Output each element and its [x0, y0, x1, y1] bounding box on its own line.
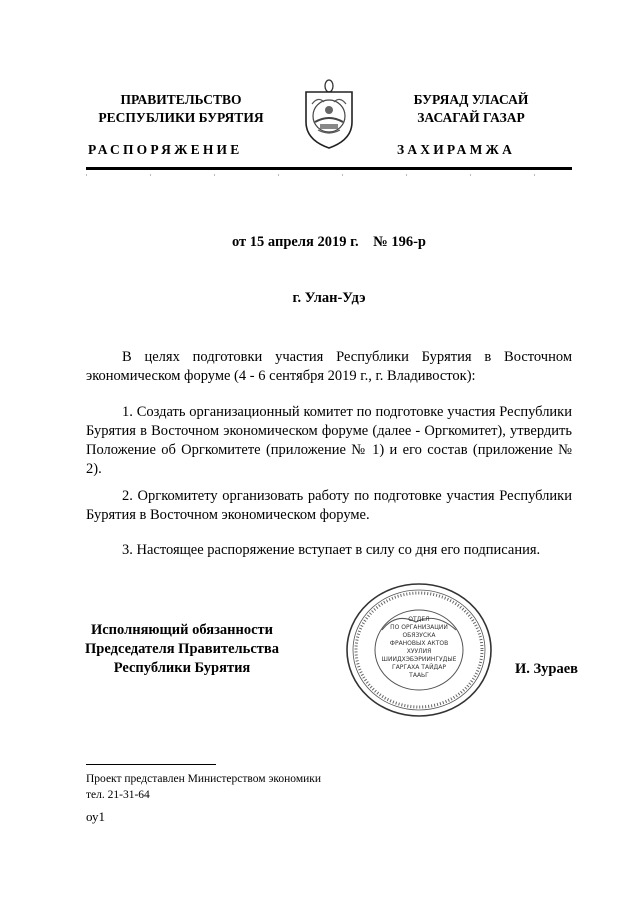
footer-prepared-by: Проект представлен Министерством экономики [86, 773, 322, 785]
footer-rule [86, 764, 216, 765]
header-left-line1: ПРАВИТЕЛЬСТВО [120, 92, 242, 107]
paragraph-item-1: 1. Создать организационный комитет по подготовке участия Республики Бурятия в Восточном экономическом форуме (далее - Оргкомитет), утвердить Положение об Оргкомитете (приложение № 1) и его состав (приложение № 2). [86, 404, 572, 477]
footer-phone: тел. 21-31-64 [86, 789, 150, 801]
stamp-line: ХУУЛИЯ [406, 648, 432, 655]
paragraph-item-2: 2. Оргкомитету организовать работу по подготовке участия Республики Бурятия в Восточном экономическом форуме. [86, 488, 572, 523]
stamp-line: ГАРГАХА ТАЙДАР [392, 664, 446, 671]
stamp-line: ПО ОРГАНИЗАЦИИ [390, 624, 448, 631]
header-rule [86, 167, 572, 170]
header-dotted-rule [86, 174, 572, 176]
doc-type-left: РАСПОРЯЖЕНИЕ [88, 142, 243, 157]
official-seal-stamp [344, 582, 494, 718]
signature-line2: Председателя Правительства [85, 641, 279, 657]
date-number: от 15 апреля 2019 г. № 196-р [232, 234, 426, 250]
stamp-line: ТААЬГ [409, 672, 429, 679]
city: г. Улан-Удэ [292, 290, 366, 306]
signer-name: И. Зураев [514, 661, 578, 677]
header-right [376, 91, 566, 127]
stamp-line: ШИИДХЭБЭРИИНГУДЫЕ [381, 656, 457, 663]
header-left-line2: РЕСПУБЛИКИ БУРЯТИЯ [98, 110, 264, 125]
header-right-line2: ЗАСАГАЙ ГАЗАР [417, 110, 525, 125]
stamp-line: ОТДЕЛ [408, 616, 430, 623]
footer-mark: оу1 [86, 809, 106, 824]
stamp-line: ФРАНОВЫХ АКТОВ [389, 640, 449, 647]
stamp-center-text [376, 616, 462, 680]
stamp-line: ОБЯЗУСКА [402, 632, 436, 639]
coat-of-arms-emblem [298, 74, 360, 150]
paragraph-item-3: 3. Настоящее распоряжение вступает в силу со дня его подписания. [122, 542, 541, 558]
doc-type-right: ЗАХИРАМЖА [397, 142, 516, 157]
signature-line1: Исполняющий обязанности [90, 622, 274, 638]
header-left [86, 91, 276, 127]
paragraph-intro: В целях подготовки участия Республики Бурятия в Восточном экономическом форуме (4 - 6 сентября 2019 г., г. Владивосток): [86, 349, 572, 384]
header-right-line1: БУРЯАД УЛАСАЙ [413, 92, 529, 107]
signature-line3: Республики Бурятия [113, 660, 251, 676]
signature-title [72, 621, 292, 678]
